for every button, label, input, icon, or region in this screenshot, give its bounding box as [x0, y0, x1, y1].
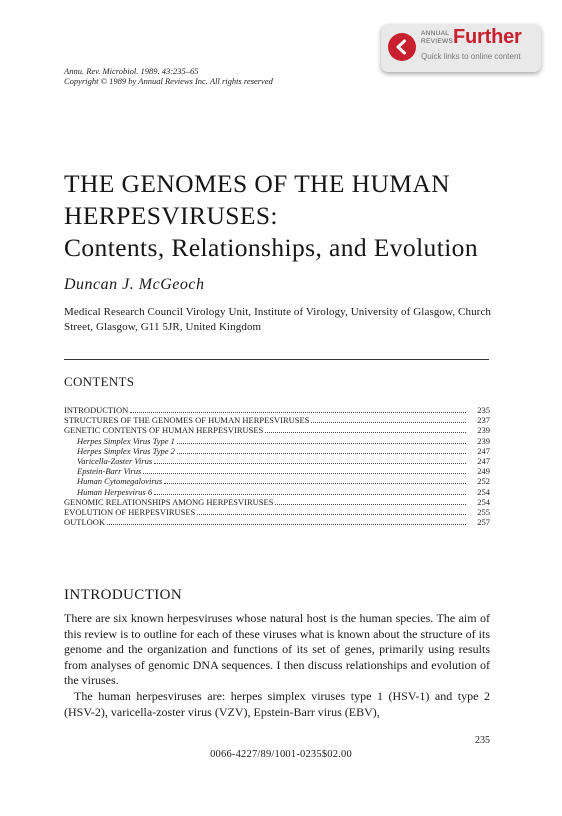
toc-entry-page: 257: [477, 517, 490, 528]
toc-subentry[interactable]: [64, 487, 490, 497]
toc-entry[interactable]: [64, 405, 490, 415]
price-code: 0066-4227/89/1001-0235$02.00: [210, 749, 352, 760]
toc-entry[interactable]: [64, 517, 490, 527]
divider-rule: [64, 359, 489, 360]
toc-leader: [275, 498, 466, 505]
toc-entry-label: INTRODUCTION: [64, 405, 129, 415]
toc-entry-page: 247: [477, 445, 490, 456]
toc-entry-label: Human Cytomegalovirus: [77, 476, 163, 487]
introduction-heading: INTRODUCTION: [64, 587, 183, 603]
annual-reviews-logo-icon: [388, 33, 416, 61]
toc-entry-page: 247: [477, 455, 490, 466]
further-banner[interactable]: [381, 24, 541, 72]
author-affiliation: Medical Research Council Virology Unit, Institute of Virology, University of Glasgow, Church Street, Glasgow, G11 5JR, United Kingdom: [64, 306, 492, 333]
introduction-body: [64, 611, 490, 720]
toc-entry-label: Varicella-Zoster Virus: [77, 455, 153, 466]
banner-brand: [421, 30, 453, 46]
banner-tagline: Quick links to online content: [421, 52, 521, 61]
toc-leader: [197, 508, 466, 515]
journal-copyright: Copyright © 1989 by Annual Reviews Inc. All rights reserved: [64, 76, 273, 86]
toc-entry-page: 254: [477, 486, 490, 497]
title-line-1: THE GENOMES OF THE HUMAN: [64, 169, 450, 198]
toc-leader: [265, 426, 466, 433]
toc-entry[interactable]: [64, 497, 490, 507]
toc-leader: [177, 437, 466, 444]
toc-subentry[interactable]: [64, 436, 490, 446]
toc-entry-label: Herpes Simplex Virus Type 1: [77, 435, 175, 446]
toc-entry-page: 237: [477, 415, 490, 426]
table-of-contents: [64, 405, 490, 527]
toc-entry[interactable]: [64, 507, 490, 517]
toc-leader: [164, 477, 466, 484]
toc-entry-page: 235: [477, 405, 490, 415]
title-line-3: Contents, Relationships, and Evolution: [64, 233, 478, 262]
toc-entry[interactable]: [64, 415, 490, 425]
toc-entry-page: 239: [477, 425, 490, 436]
toc-entry-label: EVOLUTION OF HERPESVIRUSES: [64, 506, 196, 517]
toc-entry-page: 239: [477, 435, 490, 446]
banner-further-label: Further: [453, 26, 522, 48]
toc-leader: [154, 457, 466, 464]
toc-entry-label: STRUCTURES OF THE GENOMES OF HUMAN HERPESVIRUSES: [64, 415, 310, 426]
toc-leader: [107, 518, 466, 525]
toc-entry-page: 255: [477, 506, 490, 517]
intro-paragraph-1: There are six known herpesviruses whose natural host is the human species. The aim of this review is to outline for each of these viruses what is known about the structure of its genome and the organization and functions of its set of genes, primarily using results from analyses of genomic DNA sequences. I then discuss relationships and evolution of the viruses.: [64, 611, 490, 688]
title-line-2: HERPESVIRUSES:: [64, 201, 278, 230]
toc-leader: [154, 488, 466, 495]
brand-line-annual: ANNUAL: [421, 30, 450, 37]
author-name: Duncan J. McGeoch: [64, 276, 205, 293]
journal-citation: Annu. Rev. Microbiol. 1989. 43:235–65: [64, 66, 199, 76]
toc-entry[interactable]: [64, 425, 490, 435]
toc-entry-page: 252: [477, 476, 490, 487]
intro-paragraph-2: The human herpesviruses are: herpes simplex viruses type 1 (HSV-1) and type 2 (HSV-2), varicella-zoster virus (VZV), Epstein-Barr virus (EBV),: [64, 688, 490, 719]
brand-line-reviews: REVIEWS: [421, 38, 454, 45]
toc-leader: [143, 467, 466, 474]
toc-entry-page: 254: [477, 496, 490, 507]
toc-entry-page: 249: [477, 466, 490, 477]
toc-entry-label: Human Herpesvirus 6: [77, 486, 153, 497]
toc-entry-label: Herpes Simplex Virus Type 2: [77, 445, 175, 456]
page-number: 235: [475, 735, 490, 746]
journal-citation-block: [64, 66, 273, 86]
toc-entry-label: OUTLOOK: [64, 517, 106, 528]
toc-entry-label: GENOMIC RELATIONSHIPS AMONG HERPESVIRUSES: [64, 496, 274, 507]
toc-subentry[interactable]: [64, 446, 490, 456]
toc-entry-label: GENETIC CONTENTS OF HUMAN HERPESVIRUSES: [64, 425, 264, 436]
toc-subentry[interactable]: [64, 456, 490, 466]
toc-leader: [311, 416, 466, 423]
article-title: [64, 168, 504, 264]
toc-leader: [177, 447, 466, 454]
contents-heading: CONTENTS: [64, 374, 135, 389]
toc-leader: [130, 406, 466, 413]
toc-subentry[interactable]: [64, 466, 490, 476]
toc-entry-label: Epstein-Barr Virus: [77, 466, 142, 477]
toc-subentry[interactable]: [64, 476, 490, 486]
